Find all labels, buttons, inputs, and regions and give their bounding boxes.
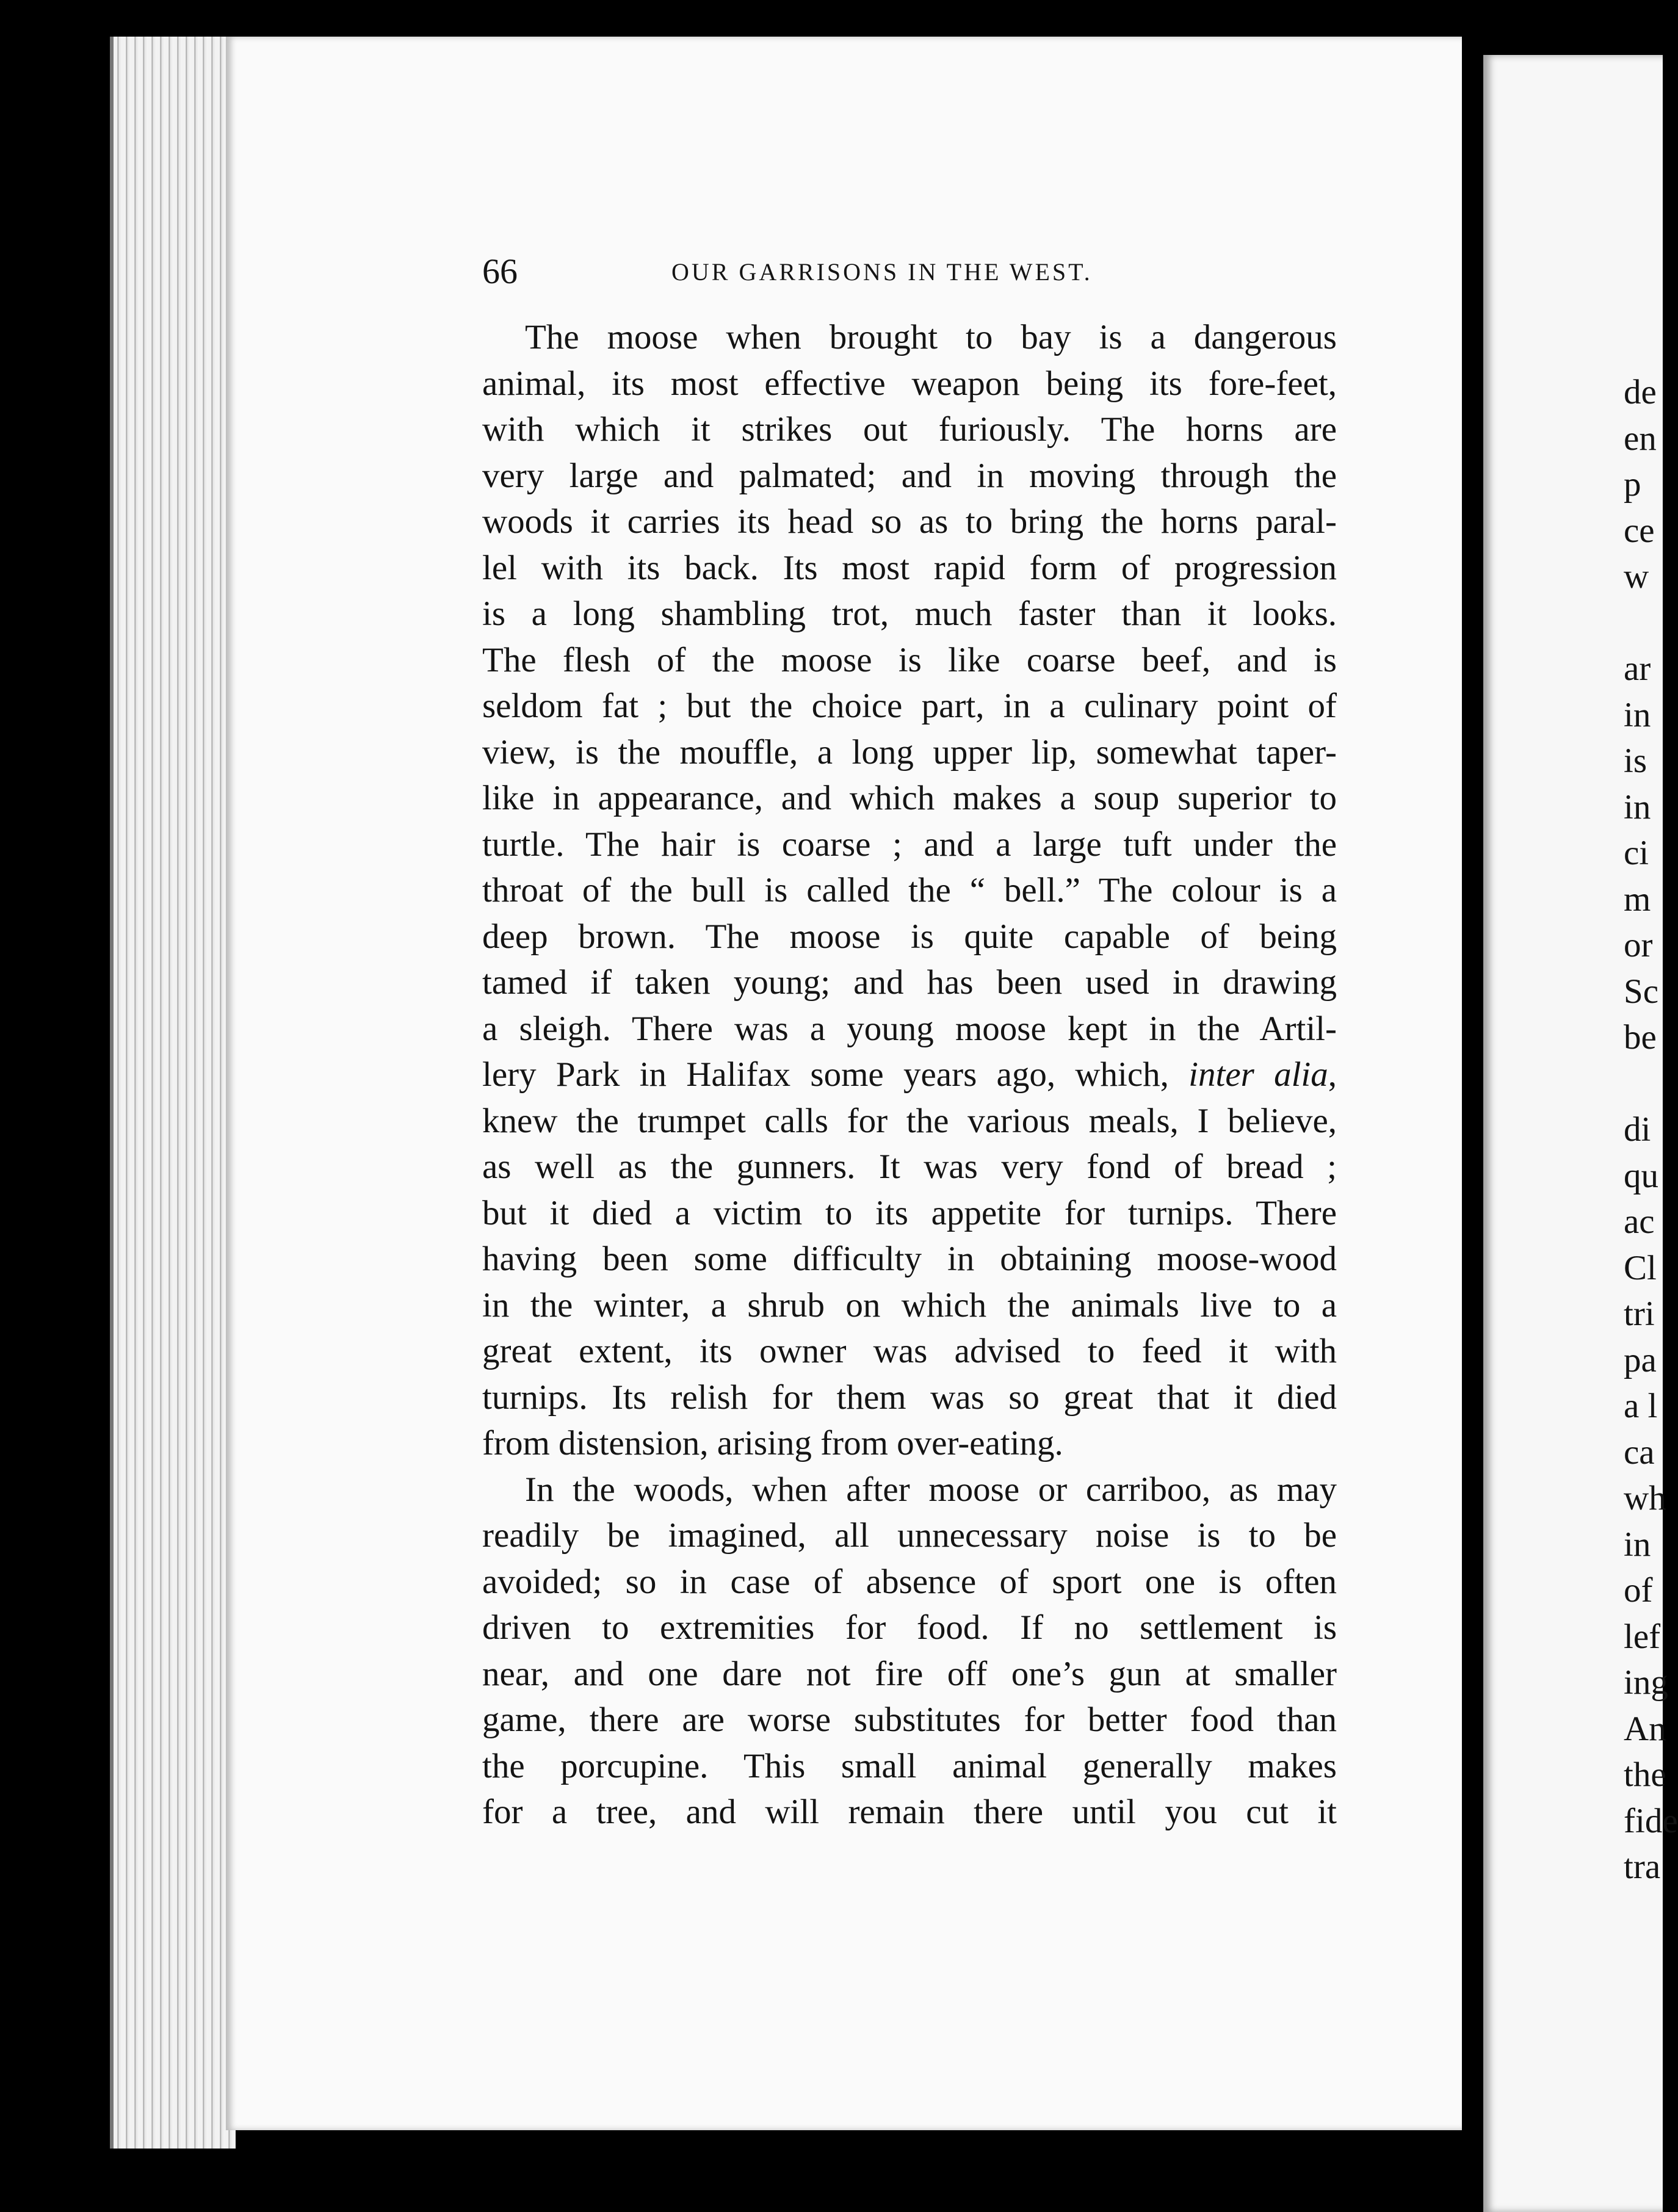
text-line: having been some difficulty in obtaining moose-wood [482, 1240, 1337, 1278]
text-line: very large and palmated; and in moving through the [482, 456, 1337, 495]
fragment-line: in [1624, 1525, 1651, 1564]
fragment-line: m [1624, 880, 1651, 919]
running-header [482, 250, 1337, 293]
text-line: throat of the bull is called the “ bell.” The colour is a [482, 871, 1337, 909]
fragment-line: An [1624, 1709, 1666, 1748]
fragment-line: of [1624, 1571, 1653, 1610]
fragment-line: the [1624, 1755, 1666, 1794]
text-line: like in appearance, and which makes a soup superior to [482, 779, 1337, 817]
text-line: great extent, its owner was advised to feed it with [482, 1332, 1337, 1370]
text-line: turtle. The hair is coarse ; and a large tuft under the [482, 825, 1337, 864]
running-title: OUR GARRISONS IN THE WEST. [671, 258, 1093, 286]
fragment-line: en [1624, 419, 1657, 458]
fragment-line: or [1624, 926, 1653, 964]
text-line: avoided; so in case of absence of sport one is often [482, 1562, 1337, 1601]
text-line: readily be imagined, all unnecessary noise is to be [482, 1516, 1337, 1555]
page-number: 66 [482, 251, 518, 291]
text-line: near, and one dare not fire off one’s gun at smaller [482, 1654, 1337, 1693]
fragment-line: di [1624, 1110, 1651, 1149]
text-line: game, there are worse substitutes for better food than [482, 1701, 1337, 1739]
text-line: driven to extremities for food. If no settlement is [482, 1608, 1337, 1647]
fragment-line [1624, 1061, 1678, 1107]
text-line: in the winter, a shrub on which the animals live to a [482, 1285, 1337, 1325]
text-line: lery Park in Halifax some years ago, which, inter alia, [482, 1055, 1337, 1094]
fragment-line: a l [1624, 1387, 1658, 1425]
fragment-line: in [1624, 695, 1651, 734]
text-line: deep brown. The moose is quite capable of being [482, 917, 1337, 956]
text-line: The flesh of the moose is like coarse beef, and is [482, 640, 1337, 679]
fragment-line: ar [1624, 649, 1651, 688]
text-line: from distension, arising from over-eating. [482, 1424, 1063, 1462]
text-line: woods it carries its head so as to bring the horns paral- [482, 502, 1337, 541]
text-line: The moose when brought to bay is a dangerous [525, 318, 1337, 356]
right-page-text-fragments [1624, 369, 1678, 1890]
text-line: as well as the gunners. It was very fond of bread ; [482, 1148, 1337, 1186]
text-line: for a tree, and will remain there until you cut it [482, 1793, 1337, 1831]
fragment-line [1624, 600, 1678, 646]
text-line: the porcupine. This small animal generally makes [482, 1746, 1337, 1785]
fragment-line: pa [1624, 1340, 1657, 1379]
body-text [482, 314, 1337, 1835]
fragment-line: qu [1624, 1156, 1658, 1195]
text-line: tamed if taken young; and has been used in drawing [482, 963, 1337, 1002]
text-line: knew the trumpet calls for the various meals, I believe, [482, 1101, 1337, 1140]
text-line: In the woods, when after moose or carriboo, as may [525, 1470, 1337, 1509]
fragment-line: de [1624, 373, 1657, 411]
fragment-line: ing [1624, 1663, 1668, 1702]
fragment-line: in [1624, 787, 1651, 826]
fragment-line: Sc [1624, 972, 1658, 1011]
text-line: view, is the mouffle, a long upper lip, somewhat taper- [482, 732, 1337, 772]
fragment-line: fide [1624, 1801, 1678, 1840]
fragment-line: wh [1624, 1479, 1666, 1517]
fragment-line: w [1624, 557, 1649, 596]
fragment-line: is [1624, 742, 1647, 780]
text-line: turnips. Its relish for them was so great that it died [482, 1378, 1337, 1417]
fragment-line: ci [1624, 834, 1649, 872]
right-book-page [1483, 55, 1678, 2212]
text-line: seldom fat ; but the choice part, in a culinary point of [482, 687, 1337, 725]
text-line: but it died a victim to its appetite for turnips. There [482, 1193, 1337, 1232]
text-line: is a long shambling trot, much faster than it looks. [482, 595, 1337, 633]
fragment-line: tri [1624, 1295, 1655, 1333]
text-line: animal, its most effective weapon being its fore-feet, [482, 364, 1337, 403]
fragment-line: lef [1624, 1617, 1661, 1656]
text-line: lel with its back. Its most rapid form of progression [482, 548, 1337, 587]
latin-phrase: inter alia [1188, 1055, 1328, 1094]
text-line: with which it strikes out furiously. The horns are [482, 410, 1337, 449]
fragment-line: p [1624, 465, 1641, 504]
fragment-line: tra [1624, 1848, 1661, 1886]
fragment-line: ca [1624, 1433, 1655, 1472]
fragment-line: ac [1624, 1202, 1655, 1241]
fragment-line: Cl [1624, 1248, 1657, 1287]
fragment-line: ce [1624, 511, 1655, 550]
book-gutter [1462, 18, 1483, 2212]
fragment-line: be [1624, 1018, 1657, 1057]
book-page-edges [110, 37, 236, 2149]
text-line: a sleigh. There was a young moose kept in the Artil- [482, 1009, 1337, 1048]
